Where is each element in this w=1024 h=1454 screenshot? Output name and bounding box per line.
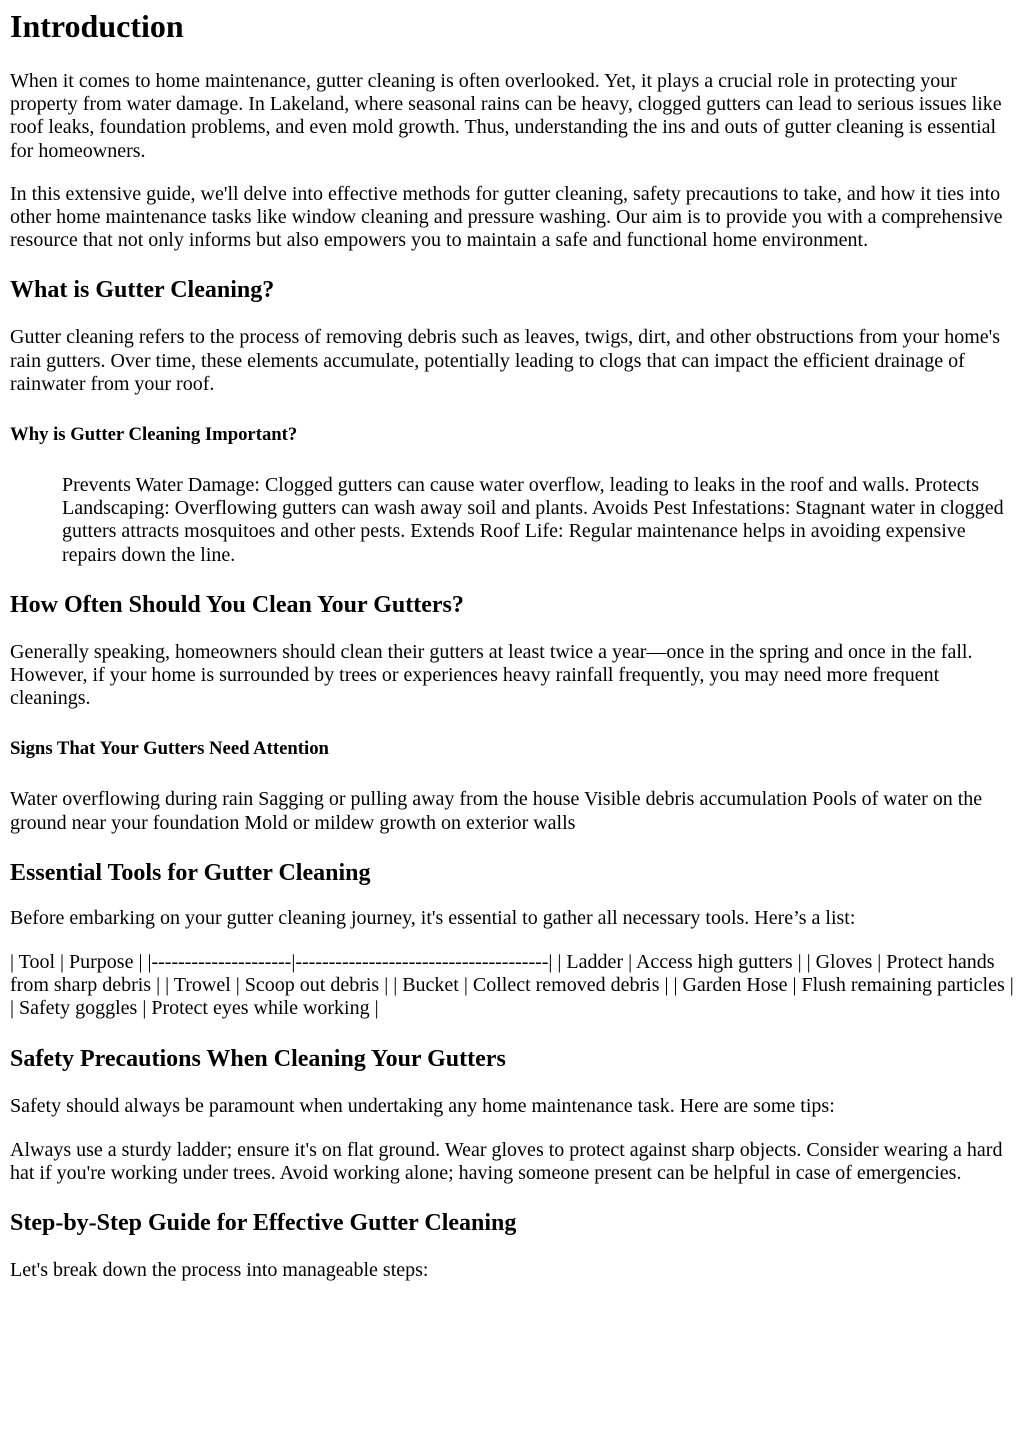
intro-heading: Introduction (10, 8, 184, 44)
steps-heading: Step-by-Step Guide for Effective Gutter Cleaning (10, 1210, 517, 1237)
intro-paragraph-1: When it comes to home maintenance, gutter cleaning is often overlooked. Yet, it plays a crucial role in protecting your property from water damage. In Lakeland, where seasonal rains can be heavy, clogged gutters can lead to serious issues like roof leaks, foundation problems, and even mold growth. Thus, understanding the ins and outs of gutter cleaning is essential for homeowners. (10, 70, 1002, 162)
safety-paragraph-1: Safety should always be paramount when undertaking any home maintenance task. Here are some tips: (10, 1094, 835, 1117)
tools-table-text: | Tool | Purpose | |---------------------|--------------------------------------| | Ladder | Access high gutters | | Gloves | Protect hands from sharp debris | | Trowel | Scoop out debris | | Bucket | Collect removed debris | | Garden Hose | Flush remaining particles | | Safety goggles | Protect eyes while working | (10, 951, 1014, 1020)
safety-heading: Safety Precautions When Cleaning Your Gutters (10, 1045, 506, 1072)
why-important-quote: Prevents Water Damage: Clogged gutters can cause water overflow, leading to leaks in the roof and walls. Protects Landscaping: Overflowing gutters can wash away soil and plants. Avoids Pest Infestations: Stagnant water in clogged gutters attracts mosquitoes and other pests. Extends Roof Life: Regular maintenance helps in avoiding expensive repairs down the line. (62, 474, 1004, 566)
intro-paragraph-2: In this extensive guide, we'll delve into effective methods for gutter cleaning, safety precautions to take, and how it ties into other home maintenance tasks like window cleaning and pressure washing. Our aim is to provide you with a comprehensive resource that not only informs but also empowers you to maintain a safe and functional home environment. (10, 182, 1003, 252)
how-often-paragraph: Generally speaking, homeowners should clean their gutters at least twice a year—once in the spring and once in the fall. However, if your home is surrounded by trees or experiences heavy rainfall frequently, you may need more frequent cleanings. (10, 640, 973, 710)
how-often-heading: How Often Should You Clean Your Gutters? (10, 591, 464, 618)
signs-paragraph: Water overflowing during rain Sagging or pulling away from the house Visible debris accumulation Pools of water on the ground near your foundation Mold or mildew growth on exterior walls (10, 788, 983, 834)
tools-paragraph: Before embarking on your gutter cleaning journey, it's essential to gather all necessary tools. Here’s a list: (10, 906, 856, 929)
what-is-heading: What is Gutter Cleaning? (10, 277, 275, 304)
signs-heading: Signs That Your Gutters Need Attention (10, 738, 329, 760)
steps-paragraph: Let's break down the process into manageable steps: (10, 1259, 429, 1282)
why-important-heading: Why is Gutter Cleaning Important? (10, 424, 298, 446)
article (0, 8, 1024, 1282)
what-is-paragraph: Gutter cleaning refers to the process of removing debris such as leaves, twigs, dirt, and other obstructions from your home's rain gutters. Over time, these elements accumulate, potentially leading to clogs that can impact the efficient drainage of rainwater from your roof. (10, 326, 1001, 395)
safety-paragraph-2: Always use a sturdy ladder; ensure it's on flat ground. Wear gloves to protect against sharp objects. Consider wearing a hard hat if you're working under trees. Avoid working alone; having someone present can be helpful in case of emergencies. (10, 1138, 1003, 1185)
tools-heading: Essential Tools for Gutter Cleaning (10, 859, 371, 886)
